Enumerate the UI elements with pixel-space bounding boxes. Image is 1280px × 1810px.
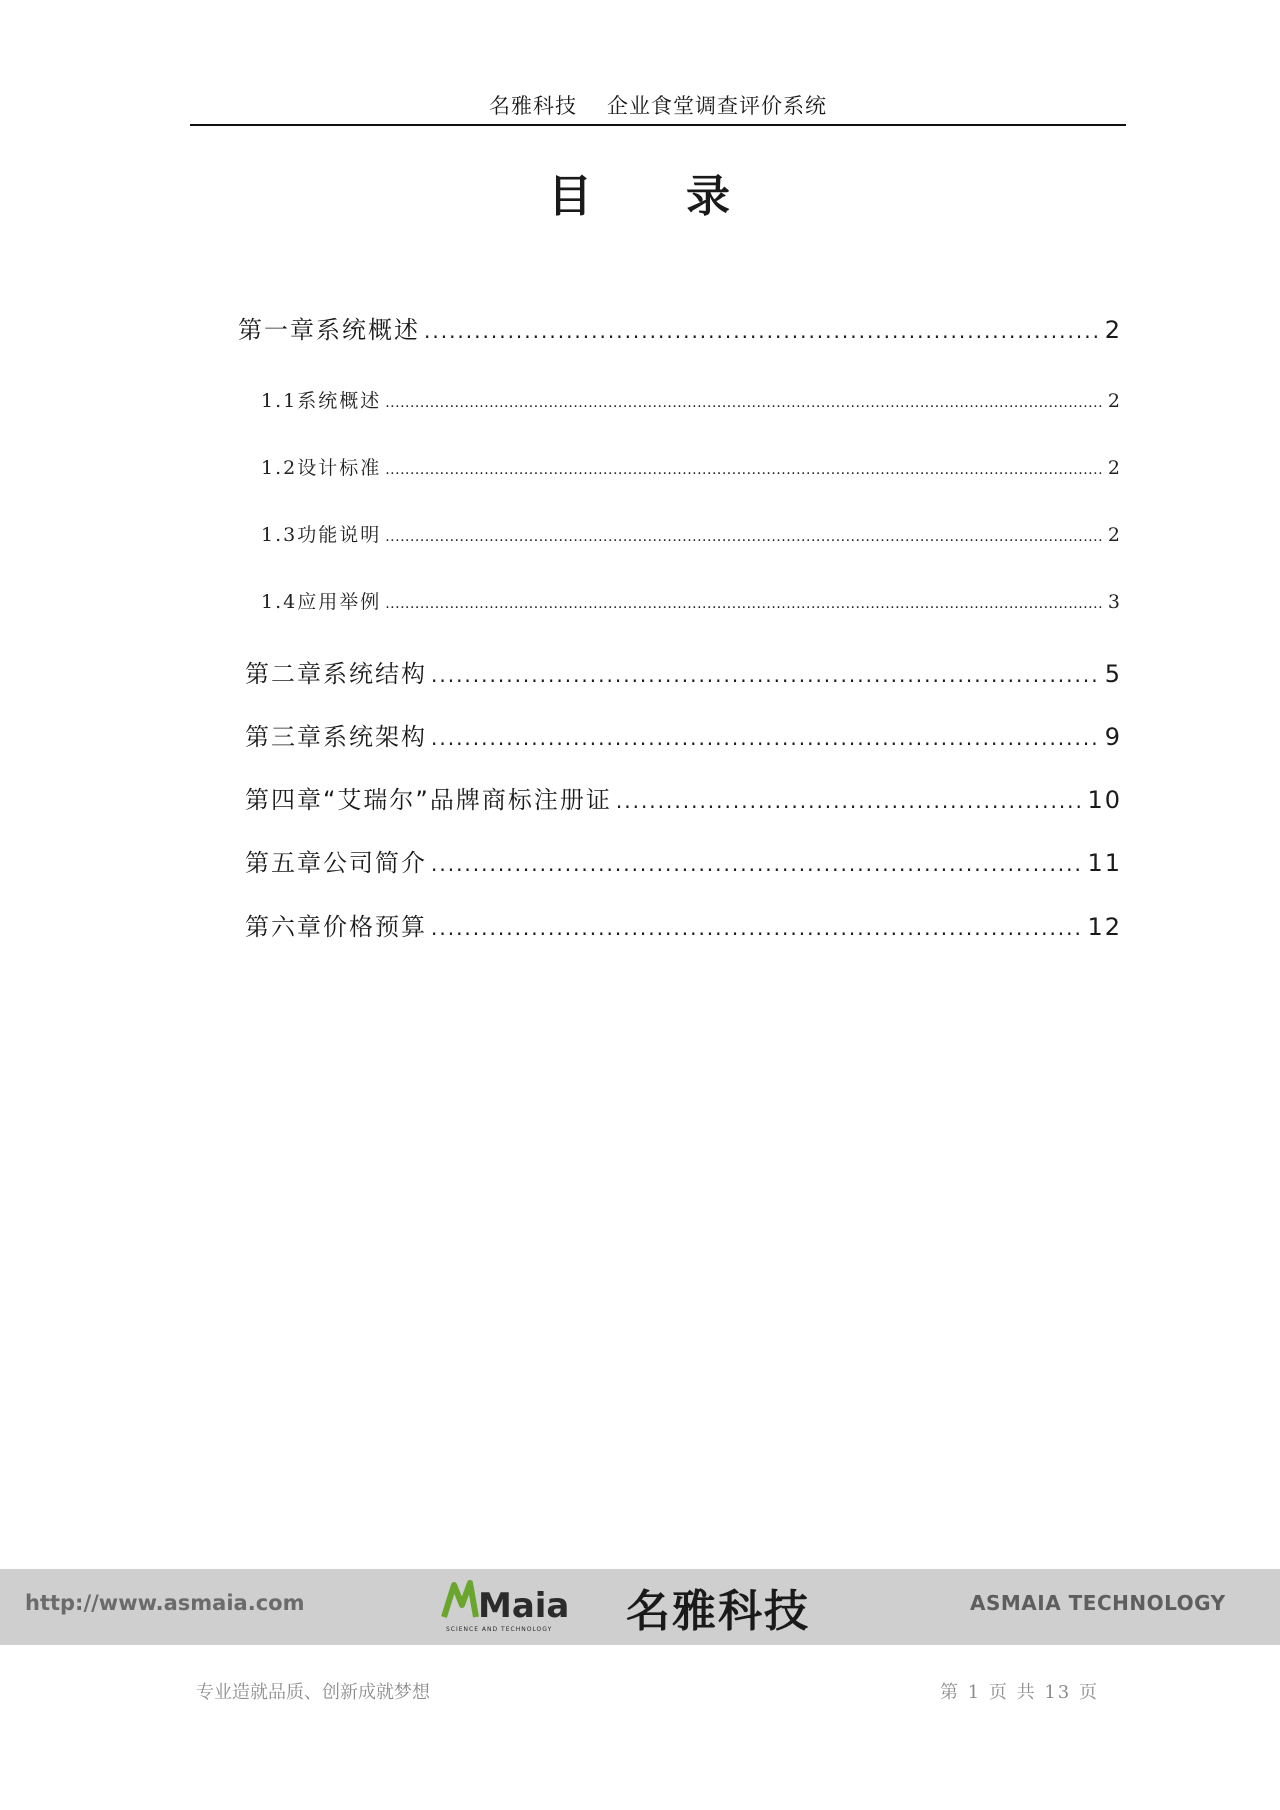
toc-leader-dots bbox=[385, 462, 1104, 478]
toc-entry-page: 11 bbox=[1087, 849, 1122, 877]
website-url[interactable]: http://www.asmaia.com bbox=[25, 1591, 305, 1615]
company-name-cn: 名雅科技 bbox=[626, 1586, 810, 1637]
toc-leader-dots bbox=[385, 529, 1104, 545]
toc-entry-chapter-1[interactable] bbox=[238, 310, 1122, 345]
toc-entry-number: 第一章 bbox=[238, 316, 316, 344]
toc-entry-label: 系统概述 bbox=[316, 316, 420, 344]
header-system-name: 企业食堂调查评价系统 bbox=[607, 94, 827, 118]
logo-tagline: SCIENCE AND TECHNOLOGY bbox=[446, 1626, 553, 1633]
title-char-right: 录 bbox=[686, 171, 732, 222]
toc-entry-number: 第四章 bbox=[245, 786, 323, 814]
toc-leader-dots bbox=[616, 789, 1084, 813]
toc-entry-section-1-1[interactable] bbox=[261, 386, 1122, 413]
toc-entry-section-1-4[interactable] bbox=[261, 587, 1122, 614]
toc-entry-chapter-2[interactable] bbox=[245, 654, 1122, 689]
header-company: 名雅科技 bbox=[489, 94, 577, 118]
toc-entry-number: 1.4 bbox=[261, 591, 298, 613]
title-char-left: 目 bbox=[548, 171, 594, 222]
toc-entry-chapter-6[interactable] bbox=[245, 907, 1122, 942]
toc-entry-label: 系统结构 bbox=[323, 660, 427, 688]
toc-entry-number: 1.1 bbox=[261, 390, 298, 412]
toc-entry-page: 2 bbox=[1107, 390, 1122, 412]
toc-entry-section-1-3[interactable] bbox=[261, 520, 1122, 547]
toc-entry-label: 应用举例 bbox=[297, 591, 382, 613]
footer-banner bbox=[0, 1569, 1280, 1645]
toc-entry-label: 系统架构 bbox=[323, 723, 427, 751]
toc-entry-page: 10 bbox=[1087, 786, 1122, 814]
toc-entry-chapter-5[interactable] bbox=[245, 843, 1122, 878]
toc-entry-number: 第五章 bbox=[245, 849, 323, 877]
toc-entry-label: 设计标准 bbox=[297, 457, 382, 479]
toc-entry-page: 2 bbox=[1107, 524, 1122, 546]
company-name-en: ASMAIA TECHNOLOGY bbox=[970, 1591, 1226, 1615]
toc-entry-label: 价格预算 bbox=[323, 913, 427, 941]
toc-entry-page: 2 bbox=[1107, 457, 1122, 479]
toc-entry-chapter-3[interactable] bbox=[245, 717, 1122, 752]
maia-logo bbox=[440, 1573, 570, 1639]
toc-entry-page: 9 bbox=[1104, 723, 1122, 751]
toc-leader-dots bbox=[431, 726, 1101, 750]
toc-entry-number: 1.3 bbox=[261, 524, 298, 546]
toc-entry-chapter-4[interactable] bbox=[245, 780, 1122, 815]
toc-leader-dots bbox=[431, 852, 1083, 876]
toc-entry-page: 12 bbox=[1087, 913, 1122, 941]
footer-slogan: 专业造就品质、创新成就梦想 bbox=[196, 1682, 430, 1703]
toc-leader-dots bbox=[424, 319, 1101, 343]
toc-entry-number: 第三章 bbox=[245, 723, 323, 751]
toc-entry-page: 5 bbox=[1104, 660, 1122, 688]
toc-leader-dots bbox=[431, 663, 1101, 687]
toc-leader-dots bbox=[385, 596, 1104, 612]
toc-leader-dots bbox=[385, 395, 1104, 411]
toc-entry-label: “艾瑞尔”品牌商标注册证 bbox=[323, 786, 612, 814]
toc-entry-label: 系统概述 bbox=[297, 390, 382, 412]
footer-page-info: 第 1 页 共 13 页 bbox=[940, 1682, 1099, 1703]
toc-entry-page: 2 bbox=[1104, 316, 1122, 344]
toc-entry-page: 3 bbox=[1107, 591, 1122, 613]
toc-entry-section-1-2[interactable] bbox=[261, 453, 1122, 480]
toc-entry-number: 第六章 bbox=[245, 913, 323, 941]
toc-entry-label: 功能说明 bbox=[297, 524, 382, 546]
toc-leader-dots bbox=[431, 916, 1083, 940]
toc-entry-number: 第二章 bbox=[245, 660, 323, 688]
logo-text: Maia bbox=[478, 1586, 570, 1626]
toc-entry-label: 公司简介 bbox=[323, 849, 427, 877]
toc-entry-number: 1.2 bbox=[261, 457, 298, 479]
